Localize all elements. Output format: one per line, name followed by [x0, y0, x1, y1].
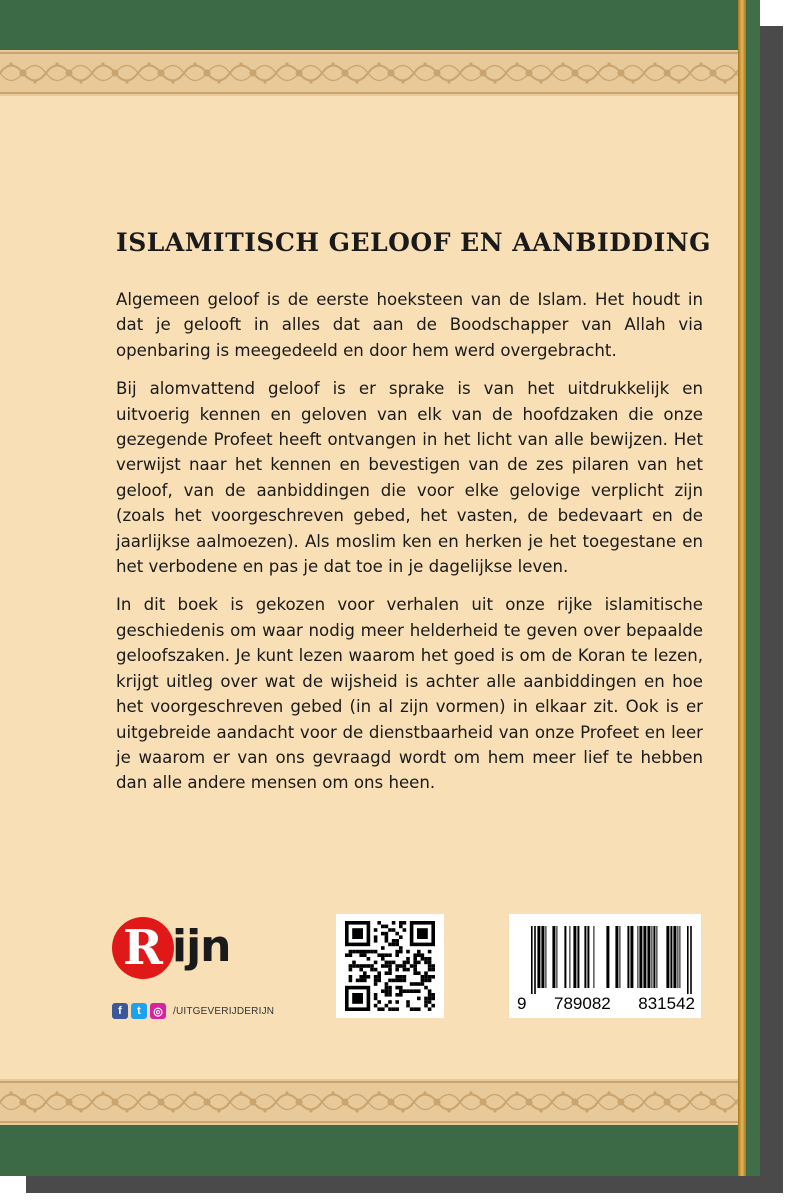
book-title: ISLAMITISCH GELOOF EN AANBIDDING	[116, 228, 711, 257]
spine-gold-edge	[738, 0, 746, 1176]
blurb-paragraph: Algemeen geloof is de eerste hoeksteen van de Islam. Het houdt in dat je gelooft in alles dat aan de Boodschapper van Allah via openbaring is meegedeeld en door hem werd overgebracht.	[116, 290, 703, 360]
bottom-ornament-border	[0, 1079, 738, 1125]
isbn-barcode	[509, 914, 701, 1018]
qr-code-icon	[345, 921, 435, 1011]
isbn-part: 789082	[554, 994, 611, 1013]
qr-code	[336, 914, 444, 1018]
social-handle: /UITGEVERIJDERIJN	[173, 1005, 275, 1017]
isbn-number	[517, 994, 695, 1014]
isbn-part: 831542	[638, 994, 695, 1013]
blurb-paragraph: Bij alomvattend geloof is er sprake is van het uitdrukkelijk en uitvoerig kennen en geloven van elk van de hoofdzaken die onze gezegende Profeet heeft ontvangen in het licht van alle bewijzen. Het verwijst naar het kennen en bevestigen van de zes pilaren van het geloof, van de aanbiddingen die voor elke gelovige verplicht zijn (zoals het voorgeschreven gebed, het vasten, de bedevaart en de jaarlijkse aalmoezen). Als moslim ken en herken je het toegestane en het verbodene en pas je dat toe in je dagelijkse leven.	[116, 379, 703, 577]
facebook-icon: f	[112, 1003, 128, 1019]
instagram-icon: ◎	[150, 1003, 166, 1019]
bottom-green-band	[0, 1125, 738, 1176]
top-ornament-border	[0, 50, 738, 96]
blurb-text	[116, 287, 703, 809]
logo-initial: R	[112, 917, 174, 979]
ornament-pattern	[0, 50, 738, 96]
spine-green-edge	[746, 0, 760, 1176]
social-links	[112, 1003, 274, 1019]
logo-wordmark: ijn	[172, 921, 231, 972]
blurb-paragraph: In dit boek is gekozen voor verhalen uit onze rijke islamitische geschiedenis om waar nodig meer helderheid te geven over bepaalde geloofszaken. Je kunt lezen waarom het goed is om de Koran te lezen, krijgt uitleg over wat de wijsheid is achter alle aanbiddingen en hoe het voorgeschreven gebed (in al zijn vormen) in elkaar zit. Ook is er uitgebreide aandacht voor de dienstbaarheid van onze Profeet en leer je waarom er van ons gevraagd wordt om hem meer lief te hebben dan alle andere mensen om ons heen.	[116, 595, 703, 793]
twitter-icon: t	[131, 1003, 147, 1019]
isbn-part: 9	[517, 994, 527, 1013]
ornament-pattern	[0, 1079, 738, 1125]
top-green-band	[0, 0, 738, 50]
barcode-icon	[509, 914, 701, 994]
